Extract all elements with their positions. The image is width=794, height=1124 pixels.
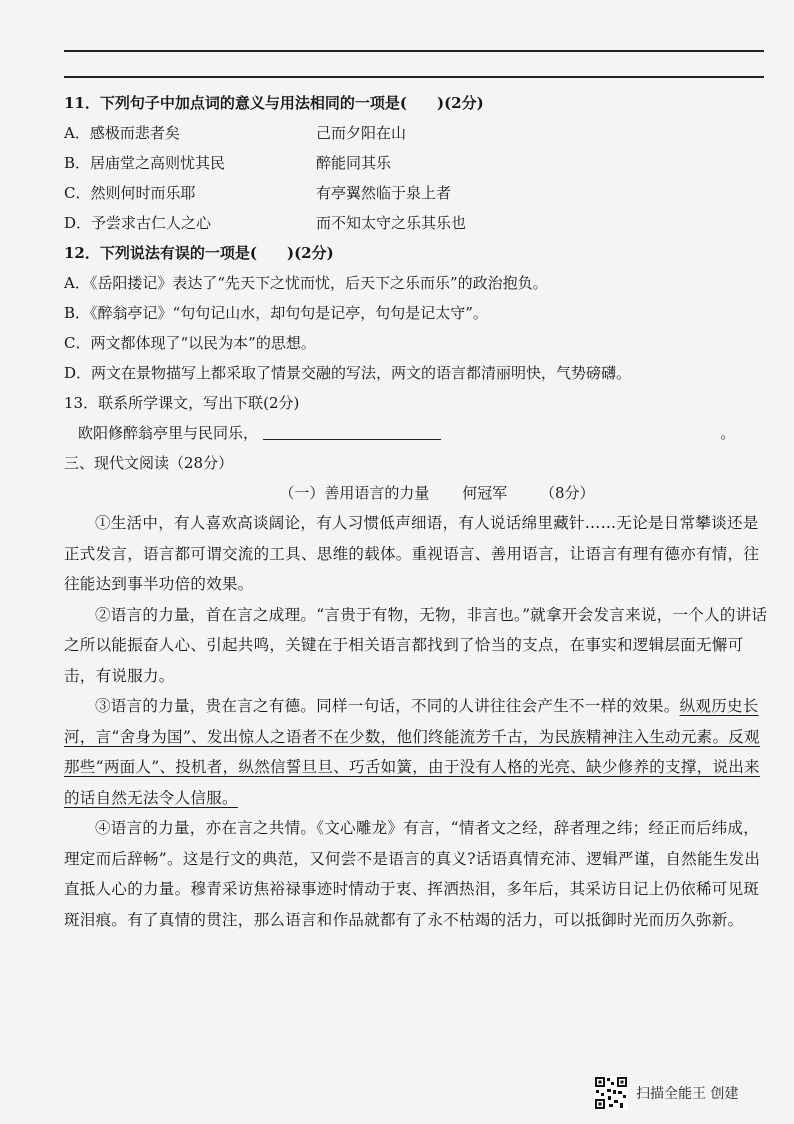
q11-option-b xyxy=(64,148,770,178)
passage-title-row xyxy=(64,478,770,508)
q13-prompt-row xyxy=(64,418,770,448)
q11-option-a-left: A．感极而悲者矣 xyxy=(64,124,180,142)
q13-answer-blank[interactable] xyxy=(263,421,441,440)
q13-stem: 13．联系所学课文，写出下联(2分) xyxy=(64,394,300,412)
passage-title: （一）善用语言的力量 xyxy=(279,484,430,502)
section3-heading: 三、现代文阅读（28分） xyxy=(64,454,234,472)
paragraph-1: ①生活中，有人喜欢高谈阔论，有人习惯低声细语，有人说话绵里藏针……无论是日常攀谈还是正式发言，语言都可谓交流的工具、思维的载体。重视语言、善用语言，让语言有理有德亦有情，往往能达到事半功倍的效果。 xyxy=(64,514,760,593)
q11-option-b-right: 醉能同其乐 xyxy=(316,154,392,172)
page-content xyxy=(64,88,770,935)
header-rule-bottom xyxy=(64,76,764,78)
paragraph-4: ④语言的力量，亦在言之共情。《文心雕龙》有言，“情者文之经，辞者理之纬；经正而后纬成，理定而后辞畅”。这是行文的典范，又何尝不是语言的真义?话语真情充沛、逻辑严谨，自然能生发出直抵人心的力量。穆青采访焦裕禄事迹时情动于衷、挥洒热泪，多年后，其采访日记上仍依稀可见斑斑泪痕。有了真情的贯注，那么语言和作品就都有了永不枯竭的活力，可以抵御时光而历久弥新。 xyxy=(64,819,761,929)
q11-stem: 11．下列句子中加点词的意义与用法相同的一项是( )(2分) xyxy=(64,94,484,112)
q13-prompt: 欧阳修醉翁亭里与民同乐， xyxy=(78,424,259,442)
qr-code-icon xyxy=(594,1076,628,1110)
passage-author: 何冠军 xyxy=(462,484,508,502)
q13-end-mark: 。 xyxy=(720,424,736,442)
q12-option-c: C．两文都体现了“以民为本”的思想。 xyxy=(64,334,316,352)
q11-option-c-right: 有亭翼然临于泉上者 xyxy=(316,184,452,202)
scanner-brand-text: 扫描全能王 创建 xyxy=(636,1086,739,1102)
passage-score: （8分） xyxy=(540,484,595,502)
q12-option-a: A．《岳阳搂记》表达了“先天下之忧而忧，后天下之乐而乐”的政治抱负。 xyxy=(64,274,548,292)
q11-option-a xyxy=(64,118,770,148)
q11-option-c-left: C．然则何时而乐耶 xyxy=(64,184,196,202)
q11-option-c xyxy=(64,178,770,208)
q11-option-b-left: B．居庙堂之高则忧其民 xyxy=(64,154,226,172)
q11-option-a-right: 己而夕阳在山 xyxy=(316,124,407,142)
paragraph-3-underlined: 纵观历史长河，言“舍身为国”、发出惊人之语者不在少数，他们终能流芳千古，为民族精神注入生动元素。反观那些“两面人”、投机者，纵然信誓旦旦、巧舌如簧，由于没有人格的光亮、缺少修养的支撑，说出来的话自然无法令人信服。 xyxy=(64,697,760,807)
paragraph-3 xyxy=(64,691,770,813)
scanner-watermark xyxy=(594,1074,738,1112)
paragraph-3-lead: ③语言的力量，贵在言之有德。同样一句话，不同的人讲往往会产生不一样的效果。 xyxy=(95,697,680,715)
header-rule-top xyxy=(64,50,764,52)
q11-option-d xyxy=(64,208,770,238)
q12-option-b: B．《醉翁亭记》“句句记山水，却句句是记亭，句句是记太守”。 xyxy=(64,304,488,322)
q12-option-d: D．两文在景物描写上都采取了情景交融的写法，两文的语言都清丽明快，气势磅礴。 xyxy=(64,364,632,382)
paragraph-2: ②语言的力量，首在言之成理。“言贵于有物，无物，非言也。”就拿开会发言来说，一个人的讲话之所以能振奋人心、引起共鸣，关键在于相关语言都找到了恰当的支点，在事实和逻辑层面无懈可击，有说服力。 xyxy=(64,605,768,685)
q11-option-d-right: 而不知太守之乐其乐也 xyxy=(316,214,467,232)
q12-stem: 12．下列说法有误的一项是( )(2分) xyxy=(64,244,334,262)
q11-option-d-left: D．予尝求古仁人之心 xyxy=(64,214,212,232)
